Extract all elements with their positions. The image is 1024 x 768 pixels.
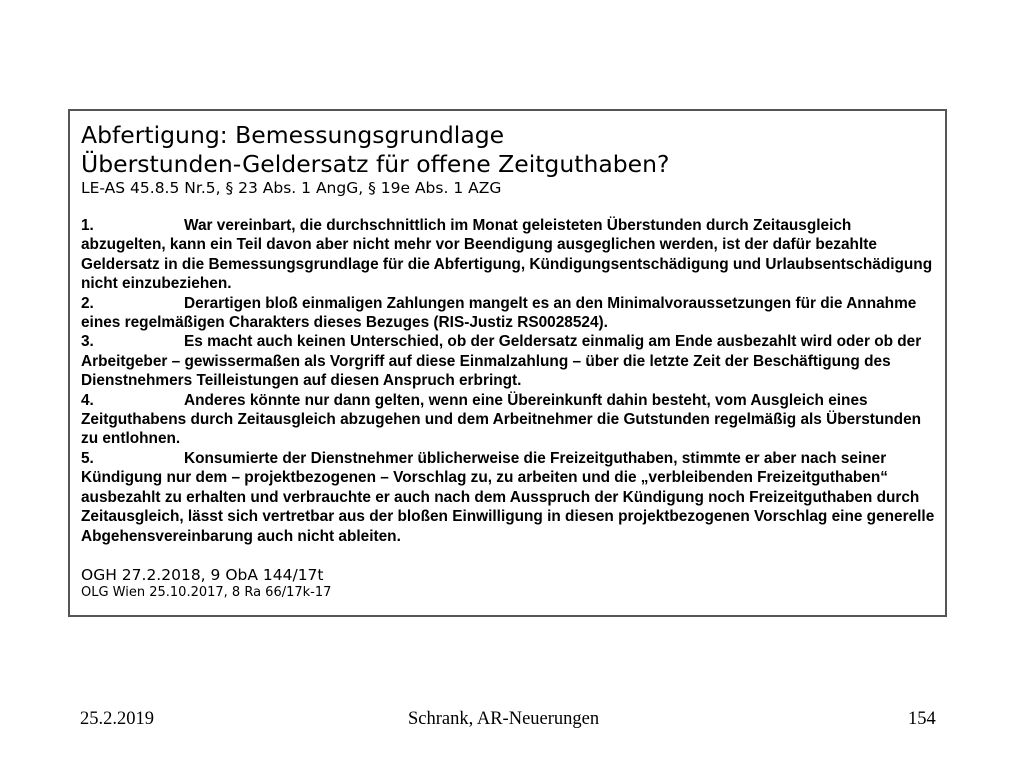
- paragraph-number: 1.: [81, 217, 94, 234]
- paragraph-1: [81, 216, 935, 294]
- paragraph-number: 2.: [81, 294, 94, 312]
- paragraph-number: 5.: [81, 449, 94, 467]
- paragraph-number: 3.: [81, 333, 94, 351]
- court-citation-ogh: OGH 27.2.2018, 9 ObA 144/17t: [81, 565, 324, 584]
- legal-reference: LE-AS 45.8.5 Nr.5, § 23 Abs. 1 AngG, § 19e Abs. 1 AZG: [81, 179, 502, 197]
- title-line-2: Überstunden-Geldersatz für offene Zeitguthaben?: [81, 150, 670, 178]
- paragraph-4: [81, 391, 935, 449]
- paragraph-5: [81, 449, 935, 546]
- content-box: [68, 109, 947, 617]
- paragraph-text: Derartigen bloß einmaligen Zahlungen mangelt es an den Minimalvoraussetzungen für die Annahme eines regelmäßigen Charakters dieses Bezuges (RIS-Justiz RS0028524).: [81, 294, 917, 332]
- paragraph-text: Es macht auch keinen Unterschied, ob der Geldersatz einmalig am Ende ausbezahlt wird oder ob der Arbeitgeber – gewissermaßen als Vorgriff auf diese Einmalzahlung – über die letzte Zeit der Beschäftigung des Dienstnehmers Teilleistungen auf diesen Anspruch erbringt.: [81, 333, 922, 390]
- paragraph-text: War vereinbart, die durchschnittlich im Monat geleisteten Überstunden durch Zeitausgleich abzugelten, kann ein Teil davon aber nicht mehr vor Beendigung ausgeglichen werden, ist der dafür bezahlte Geldersatz in die Bemessungsgrundlage für die Abfertigung, Kündigungsentschädigung und Urlaubsentschädigung nicht einzubeziehen.: [81, 217, 933, 293]
- court-citation-olg: OLG Wien 25.10.2017, 8 Ra 66/17k-17: [81, 584, 332, 600]
- footer-author-title: Schrank, AR-Neuerungen: [408, 709, 600, 729]
- footer-date: 25.2.2019: [80, 709, 154, 729]
- citations: [81, 566, 935, 601]
- title-line-1: Abfertigung: Bemessungsgrundlage: [81, 121, 505, 149]
- paragraph-text: Anderes könnte nur dann gelten, wenn eine Übereinkunft dahin besteht, vom Ausgleich eines Zeitguthabens durch Zeitausgleich abzugehen und dem Arbeitnehmer die Gutstunden regelmäßig als Überstunden zu entlohnen.: [81, 391, 922, 448]
- paragraph-list: [81, 216, 935, 546]
- paragraph-3: [81, 332, 935, 390]
- paragraph-2: [81, 294, 935, 333]
- paragraph-text: Konsumierte der Dienstnehmer üblicherweise die Freizeitguthaben, stimmte er aber nach seiner Kündigung nur dem – projektbezogenen – Vorschlag zu, zu arbeiten und die „verbleibenden Freizeitguthaben“ ausbezahlt zu erhalten und verbrauchte er auch nach dem Ausspruch der Kündigung noch Freizeitguthaben durch Zeitausgleich, lässt sich vertretbar aus der bloßen Einwilligung in diesen projektbezogenen Vorschlag eine generelle Abgehensvereinbarung auch nicht ableiten.: [81, 449, 935, 545]
- footer-page-number: 154: [908, 709, 936, 729]
- paragraph-number: 4.: [81, 391, 94, 409]
